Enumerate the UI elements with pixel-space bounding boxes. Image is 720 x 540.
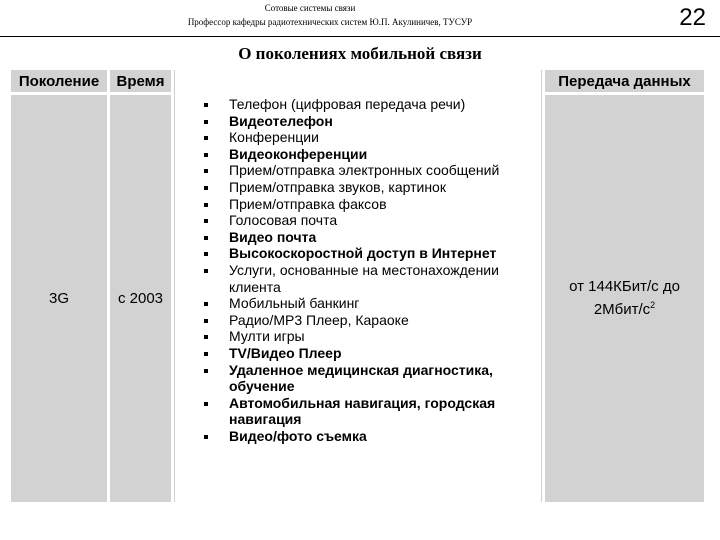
service-item: TV/Видео Плеер: [175, 345, 541, 362]
header-divider: [0, 36, 720, 37]
service-item: Автомобильная навигация, городская навигация: [175, 395, 541, 428]
service-item: Радио/МР3 Плеер, Караоке: [175, 312, 541, 329]
data-rate-line1: от 144КБит/с до: [569, 278, 680, 295]
page-number: 22: [679, 4, 706, 31]
service-item: Голосовая почта: [175, 212, 541, 229]
time-value: с 2003: [117, 289, 164, 307]
data-rate-value: [569, 278, 680, 319]
service-item: Телефон (цифровая передача речи): [175, 96, 541, 113]
service-item: Мулти игры: [175, 328, 541, 345]
service-item: Прием/отправка электронных сообщений: [175, 162, 541, 179]
service-item: Удаленное медицинская диагностика, обучение: [175, 362, 541, 395]
footnote-mark: 2: [650, 300, 656, 310]
service-item: Прием/отправка факсов: [175, 196, 541, 213]
services-list: [175, 96, 541, 444]
service-item: Видео почта: [175, 229, 541, 246]
generations-table: [11, 70, 704, 502]
generation-cell: [11, 95, 107, 502]
service-item: Высокоскоростной доступ в Интернет: [175, 245, 541, 262]
service-item: Мобильный банкинг: [175, 295, 541, 312]
time-cell: [110, 95, 171, 502]
services-cell: [174, 70, 542, 502]
header-course-name: Сотовые системы связи: [264, 3, 356, 13]
column-header-time: Время: [110, 70, 171, 92]
service-item: Прием/отправка звуков, картинок: [175, 179, 541, 196]
slide-title: О поколениях мобильной связи: [238, 44, 482, 63]
service-item: Видеоконференции: [175, 146, 541, 163]
column-header-generation: Поколение: [11, 70, 107, 92]
data-rate-line2: 2Мбит/с$^2$: [593, 300, 656, 318]
service-item: Конференции: [175, 129, 541, 146]
service-item: Видеотелефон: [175, 113, 541, 130]
header-author: Профессор кафедры радиотехнических систем Ю.П. Акулиничев, ТУСУР: [187, 17, 473, 27]
service-item: Видео/фото съемка: [175, 428, 541, 445]
column-header-data-rate: Передача данных: [545, 70, 704, 92]
generation-value: 3G: [48, 289, 69, 307]
service-item: Услуги, основанные на местонахождении клиента: [175, 262, 541, 295]
data-rate-cell: [545, 95, 704, 502]
